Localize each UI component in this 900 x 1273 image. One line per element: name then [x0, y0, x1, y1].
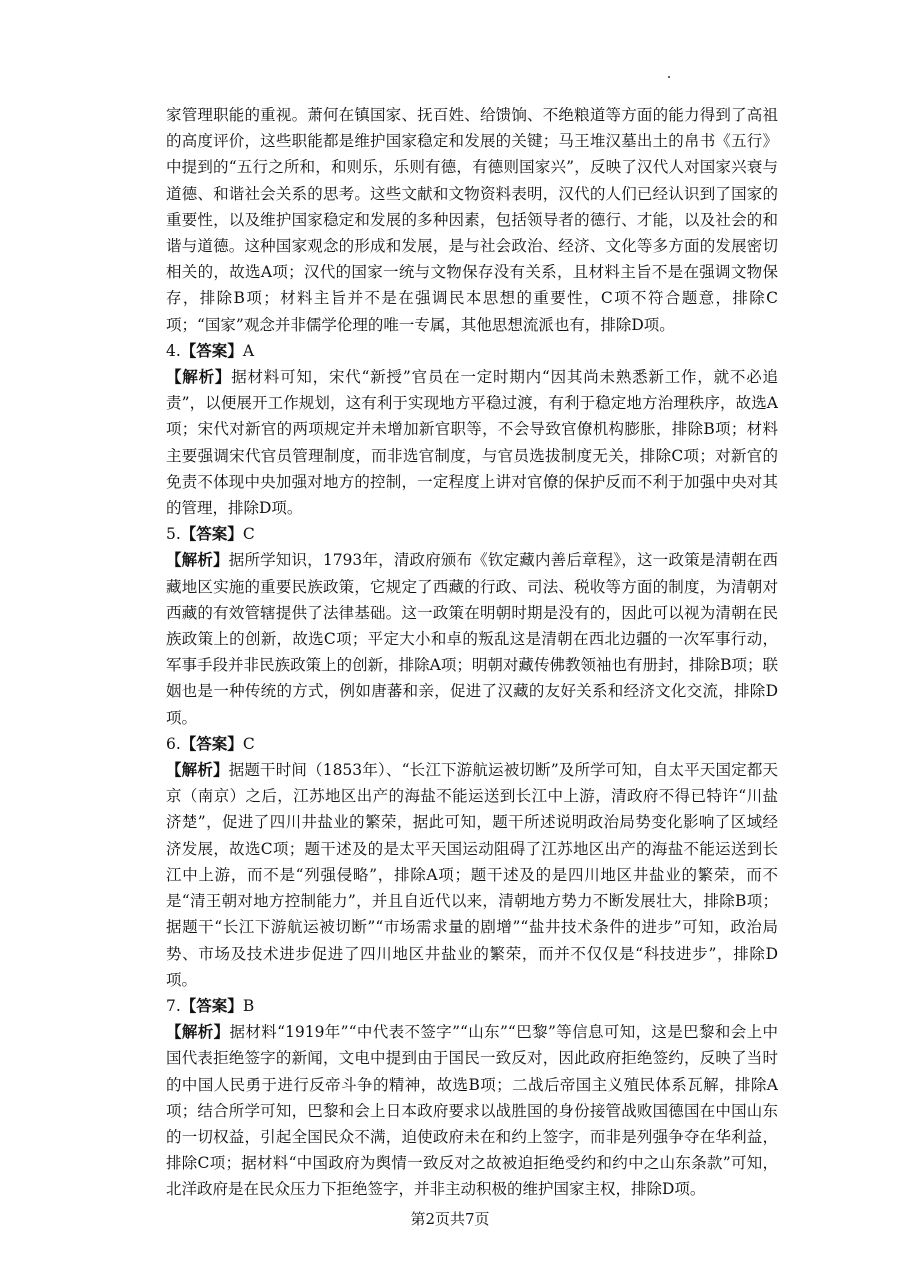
analysis-text: 据材料可知，宋代“新授”官员在一定时期内“因其尚未熟悉新工作，就不必追责”，以便展开工作规划，这有利于实现地方平稳过渡，有利于稳定地方治理秩序，故选A项；宋代对新官的两项规定并未增加新官职等，不会导致官僚机构膨胀，排除B项；材料主要强调宋代官员管理制度，而非选官制度，与官员选拔制度无关，排除C项；对新官的免责不体现中央加强对地方的控制，一定程度上讲对官僚的保护反而不利于加强中央对其的管理，排除D项。 [166, 368, 778, 518]
analysis-text: 据所学知识，1793年，清政府颁布《钦定藏内善后章程》，这一政策是清朝在西藏地区实施的重要民族政策，它规定了西藏的行政、司法、税收等方面的制度，为清朝对西藏的有效管辖提供了法律基础。这一政策在明朝时期是没有的，因此可以视为清朝在民族政策上的创新，故选C项；平定大小和卓的叛乱这是清朝在西北边疆的一次军事行动，军事手段并非民族政策上的创新，排除A项；明朝对藏传佛教领袖也有册封，排除B项；联姻也是一种传统的方式，例如唐蕃和亲，促进了汉藏的友好关系和经济文化交流，排除D项。 [166, 551, 778, 727]
item-7-analysis [166, 1019, 778, 1202]
item-5-answer [166, 521, 778, 547]
page-number: 第2页共7页 [410, 1210, 490, 1228]
analysis-label: 【解析】 [166, 760, 229, 780]
answer-label: 【答案】 [180, 995, 243, 1015]
answer-label: 【答案】 [180, 340, 243, 360]
item-5-analysis [166, 547, 778, 730]
item-number: 5. [166, 525, 181, 544]
item-number: 7. [166, 996, 181, 1015]
analysis-label: 【解析】 [166, 550, 229, 570]
scan-speck [668, 76, 670, 78]
item-number: 4. [166, 341, 181, 360]
answer-explanations [166, 102, 778, 1203]
analysis-label: 【解析】 [166, 367, 232, 387]
answer-value: C [242, 525, 255, 544]
analysis-label: 【解析】 [166, 1022, 230, 1042]
answer-value: A [242, 341, 255, 360]
item-4-answer [166, 338, 778, 364]
continuation-paragraph: 家管理职能的重视。萧何在镇国家、抚百姓、给馈饷、不绝粮道等方面的能力得到了高祖的高度评价，这些职能都是维护国家稳定和发展的关键；马王堆汉墓出土的帛书《五行》中提到的“五行之所和，和则乐，乐则有德，有德则国家兴”，反映了汉代人对国家兴衰与道德、和谐社会关系的思考。这些文献和文物资料表明，汉代的人们已经认识到了国家的重要性，以及维护国家稳定和发展的多种因素，包括领导者的德行、才能，以及社会的和谐与道德。这种国家观念的形成和发展，是与社会政治、经济、文化等多方面的发展密切相关的，故选A项；汉代的国家一统与文物保存没有关系，且材料主旨不是在强调文物保存，排除B项；材料主旨并不是在强调民本思想的重要性，C项不符合题意，排除C项；“国家”观念并非儒学伦理的唯一专属，其他思想流派也有，排除D项。 [166, 106, 778, 334]
analysis-text: 据题干时间（1853年）、“长江下游航运被切断”及所学可知，自太平天国定都天京（南京）之后，江苏地区出产的海盐不能运送到长江中上游，清政府不得已特许“川盐济楚”，促进了四川井盐业的繁荣，据此可知，题干所述说明政治局势变化影响了区域经济发展，故选C项；题干述及的是太平天国运动阻碍了江苏地区出产的海盐不能运送到长江中上游，而不是“列强侵略”，排除A项；题干述及的是四川地区井盐业的繁荣，而不是“清王朝对地方控制能力”，并且自近代以来，清朝地方势力不断发展壮大，排除B项；据题干“长江下游航运被切断”“市场需求量的剧增”“盐井技术条件的进步”可知，政治局势、市场及技术进步促进了四川地区井盐业的繁荣，而并不仅仅是“科技进步”，排除D项。 [166, 761, 778, 989]
item-6-analysis [166, 757, 778, 993]
item-number: 6. [166, 734, 181, 753]
item-7-answer [166, 993, 778, 1019]
answer-label: 【答案】 [180, 733, 243, 753]
answer-value: C [242, 734, 255, 753]
answer-value: B [242, 996, 255, 1015]
analysis-text: 据材料“1919年”“中代表不签字”“山东”“巴黎”等信息可知，这是巴黎和会上中国代表拒绝签字的新闻，文电中提到由于国民一致反对，因此政府拒绝签约，反映了当时的中国人民勇于进行反帝斗争的精神，故选B项；二战后帝国主义殖民体系瓦解，排除A项；结合所学可知，巴黎和会上日本政府要求以战胜国的身份接管战败国德国在中国山东的一切权益，引起全国民众不满，迫使政府未在和约上签字，而非是列强争夺在华利益，排除C项；据材料“中国政府为舆情一致反对之故被迫拒绝受约和约中之山东条款”可知，北洋政府是在民众压力下拒绝签字，并非主动积极的维护国家主权，排除D项。 [166, 1023, 778, 1199]
answer-label: 【答案】 [180, 524, 243, 544]
item-4-analysis [166, 364, 778, 521]
item-6-answer [166, 731, 778, 757]
